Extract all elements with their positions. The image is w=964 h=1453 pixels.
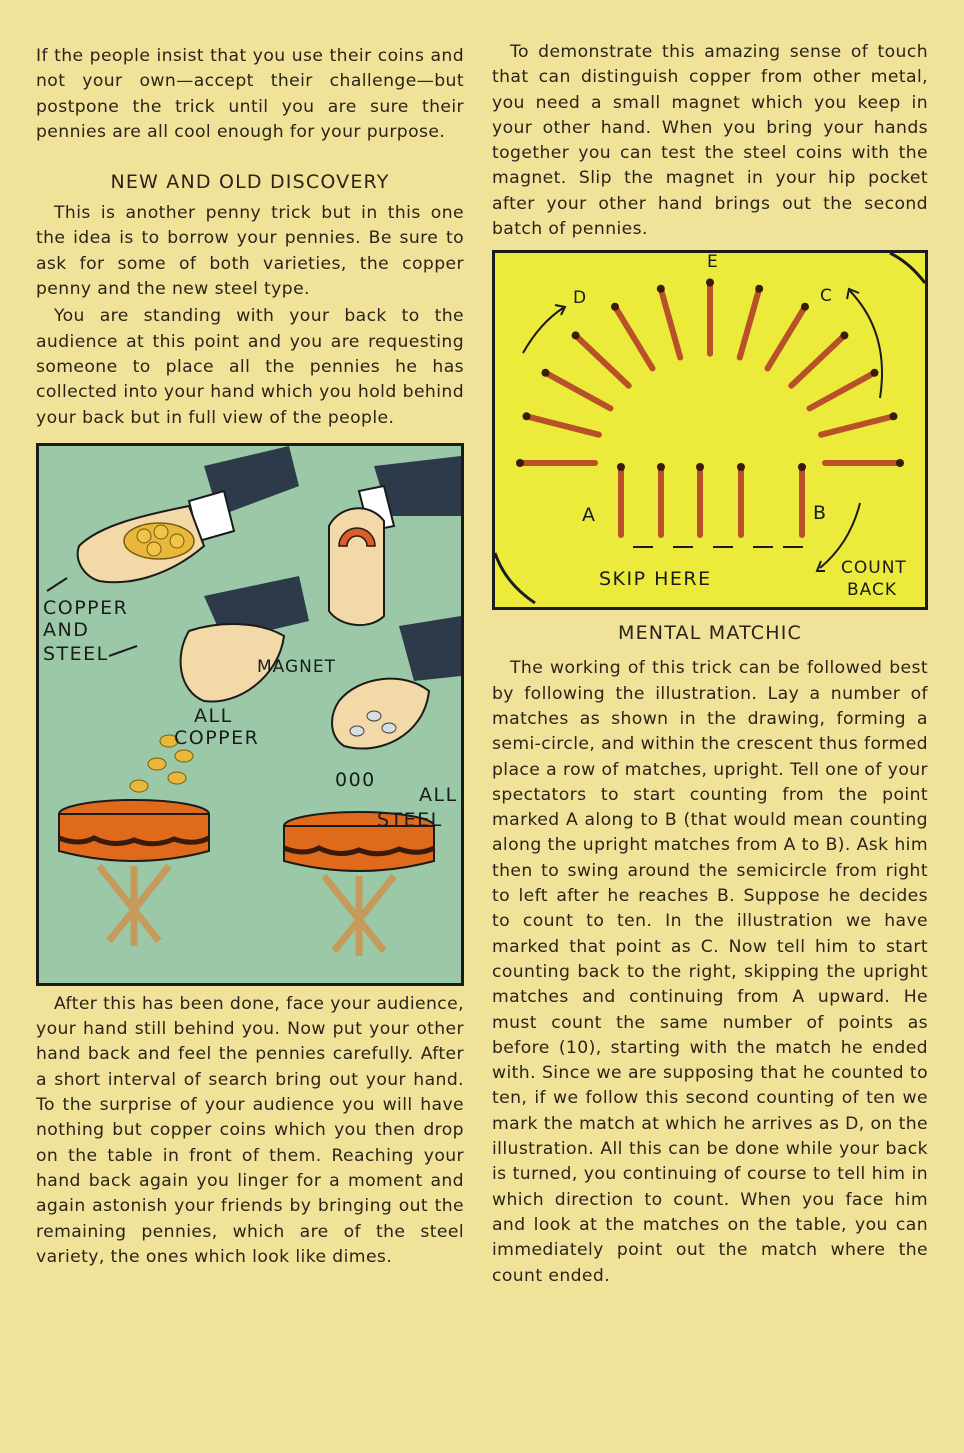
label-steel-2: STEEL [377,808,443,831]
semicircle-match-head [572,332,580,340]
matchic-drawing [495,253,925,607]
paragraph-mental-matchic: The working of this trick can be followed best by following the illustration. Lay a number of matches as shown in the drawing, forming a semi-circle, and within the crescent thus formed place a row of matches, upright. Tell one of your spectators to start counting from the point marked A along to B (that would mean counting along the upright matches from A to B). Ask him then to swing around the semicircle from right to left after he reaches B. Suppose he decides to count to ten. In the illustration we have marked that point as C. Now tell him to start counting back to the right, skipping the upright matches and continuing from A upward. He must count the same number of points as before (10), starting with the match he ended with. Since we are supposing that he counted to ten, if we follow this second counting of ten we mark the match at which he arrives as D, on the illustration. All this can be done while your back is turned, you continuing of course to tell him in which direction to count. When you face him and look at the matches on the table, you can immediately point out the match where the count ended. [492,658,928,1286]
label-all-1: ALL [194,704,233,727]
label-d: D [573,288,588,309]
left-column [36,44,464,1270]
label-a: A [582,504,597,527]
semicircle-match-head [890,413,898,421]
upright-match-head [798,463,806,471]
matchic-illustration [492,250,928,610]
coin-trick-illustration [36,443,464,986]
semicircle-match-head [611,303,619,311]
paragraph-cool-pennies: If the people insist that you use their coins and not your own—accept their challenge—but postpone the trick until you are sure their pennies are all cool enough for your purpose. [36,46,464,142]
semicircle-match-head [755,285,763,293]
semicircle-match-head [542,369,550,377]
upright-match-head [617,463,625,471]
semicircle-match-head [871,369,879,377]
label-steel: STEEL [43,642,109,665]
label-copper: COPPER [43,596,129,619]
figure-caption: MENTAL MATCHIC [618,622,802,645]
label-count: COUNT [841,558,907,579]
label-copper-2: COPPER [174,726,260,749]
semicircle-match-head [523,413,531,421]
label-magnet: MAGNET [257,656,337,677]
label-b: B [813,502,828,525]
semicircle-match-head [840,332,848,340]
paragraph-demonstrate: To demonstrate this amazing sense of touch that can distinguish copper from other metal, you need a small magnet which you keep in your other hand. When you bring your hands together you can test the steel coins with the magnet. Slip the magnet in your hip pocket after your other hand brings out the second batch of pennies. [492,42,928,240]
semicircle-match-head [801,303,809,311]
label-and: AND [43,618,90,641]
semicircle-match-head [516,459,524,467]
semicircle-match-head [706,279,714,287]
upright-match-head [737,463,745,471]
label-c: C [820,286,833,307]
label-back: BACK [847,580,898,601]
steel-coins-glyph: 000 [335,768,376,791]
coin-trick-drawing [39,446,461,983]
label-all-2: ALL [419,783,458,806]
paragraph-standing: You are standing with your back to the audience at this point and you are requesting someone to place all the pennies he has collected into your hand which you hold behind your back but in full view of the people. [36,306,464,428]
paragraph-face-audience: After this has been done, face your audience, your hand still behind you. Now put your other hand back and feel the pennies carefully. After a short interval of search bring out your hand. To the surprise of your audience you will have nothing but copper coins which you then drop on the table in front of them. Reaching your hand back again you linger for a moment and again astonish your friends by bringing out the remaining pennies, which are of the steel variety, the ones which look like dimes. [36,993,464,1267]
paragraph-penny-trick: This is another penny trick but in this one the idea is to borrow your pennies. Be sure to ask for some of both varieties, the copper penny and the new steel type. [36,203,464,300]
label-skip-here: SKIP HERE [599,568,712,591]
section-heading: NEW AND OLD DISCOVERY [110,171,390,194]
upright-match-head [657,463,665,471]
right-column [492,40,928,1289]
upright-match-head [696,463,704,471]
label-e: E [707,253,719,273]
semicircle-match-head [657,285,665,293]
semicircle-match-head [896,459,904,467]
